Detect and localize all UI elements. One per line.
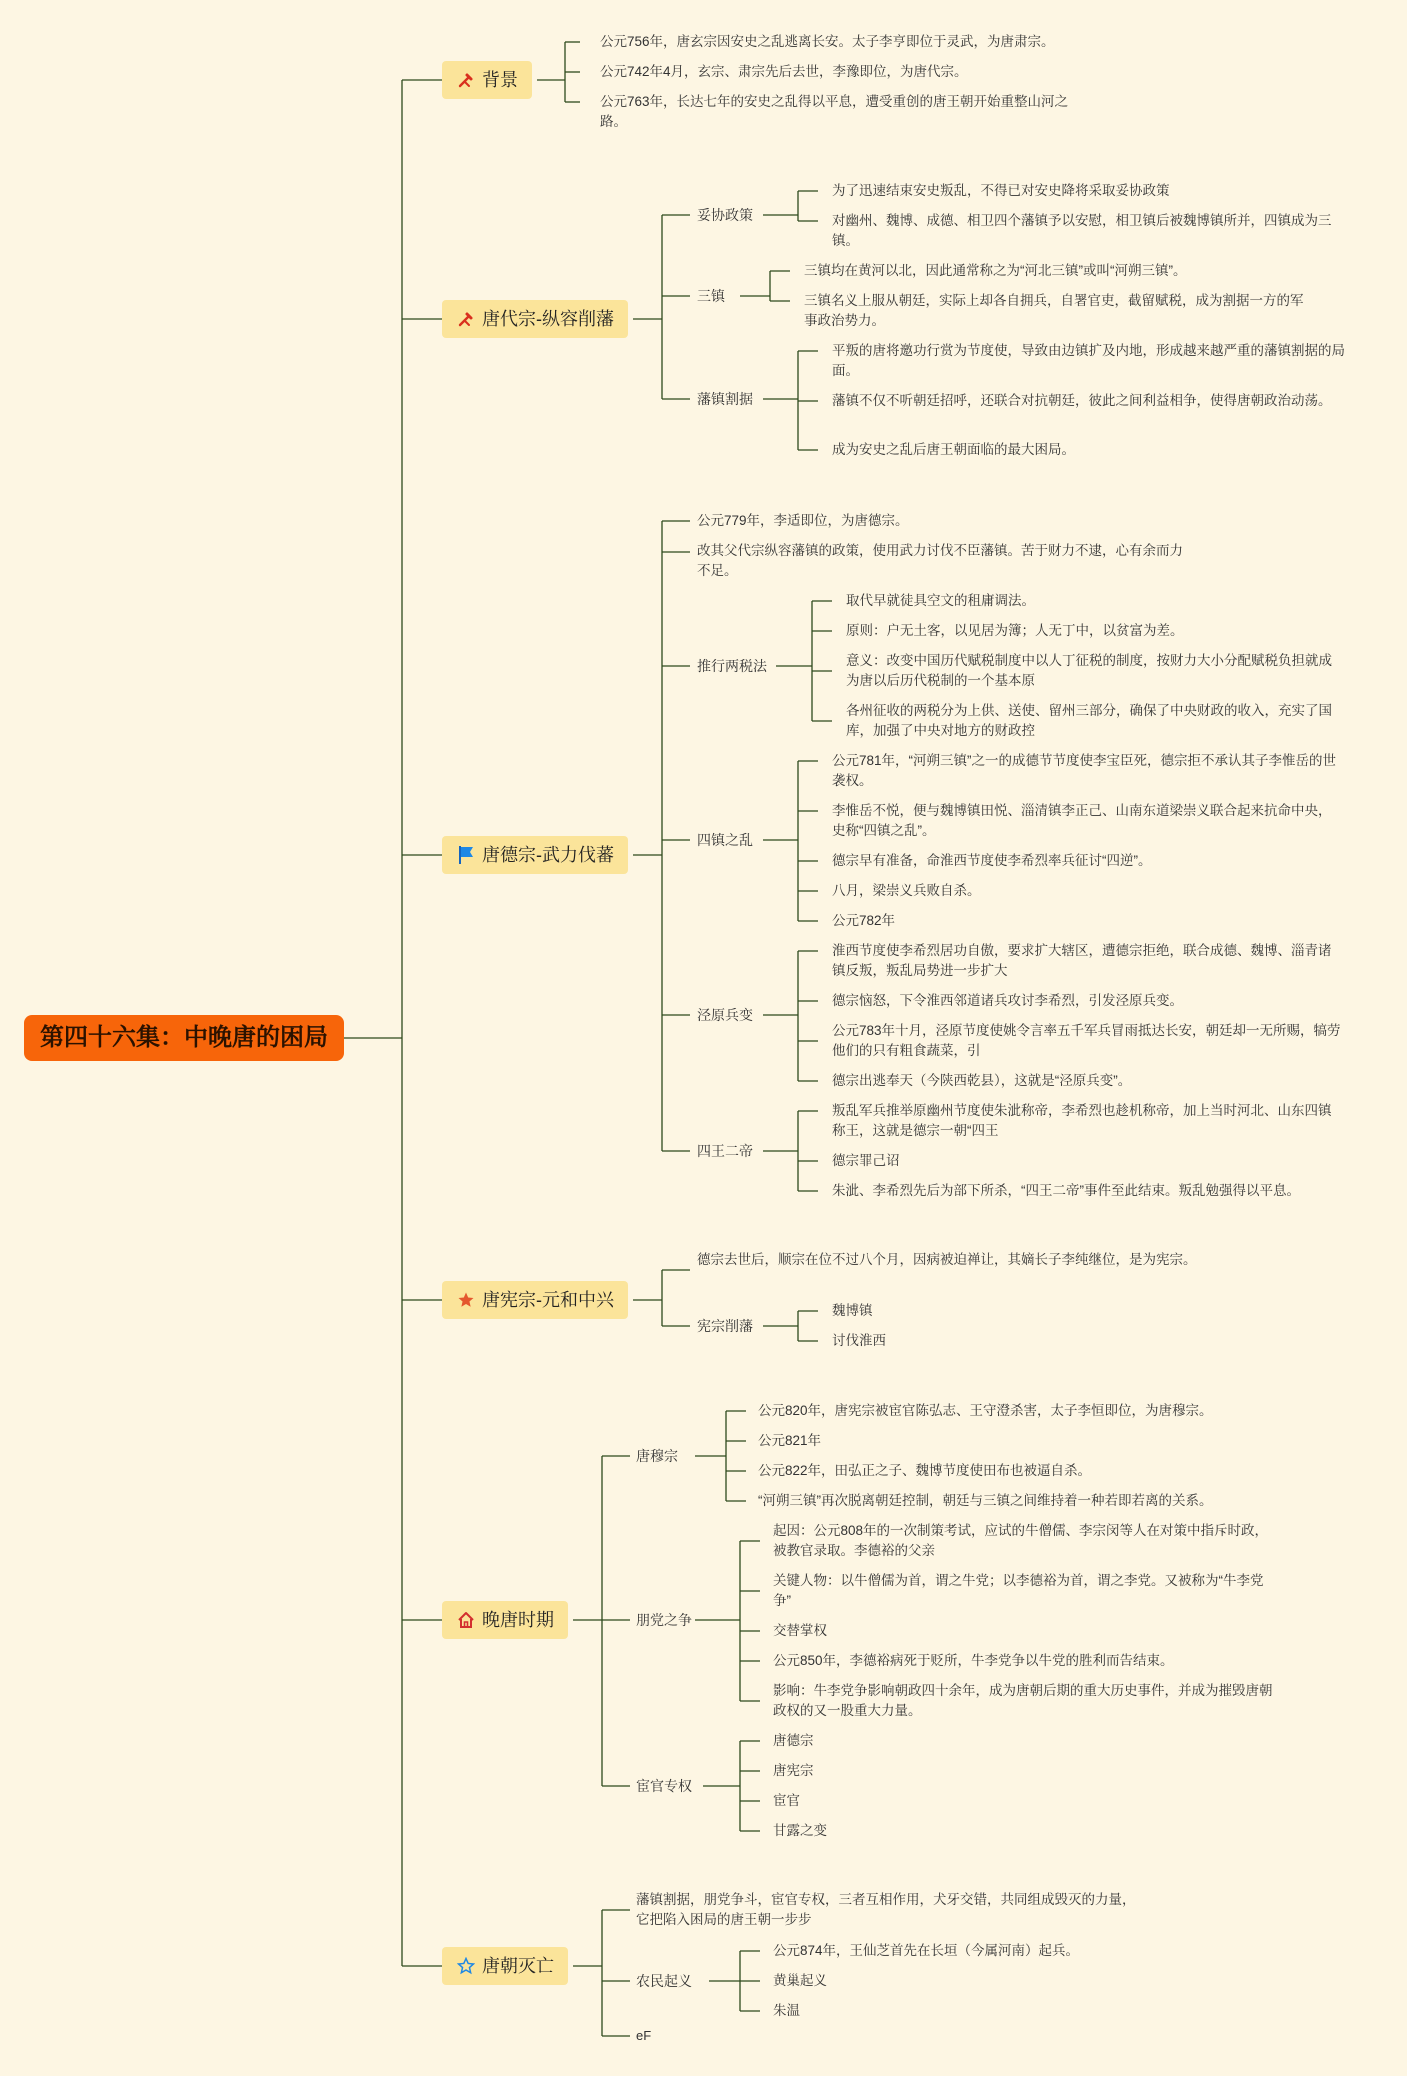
leaf-dz-6: 藩镇不仅不听朝廷招呼，还联合对抗朝廷，彼此之间利益相争，使得唐朝政治动荡。 <box>832 393 1332 408</box>
leaf-hg-4: 甘露之变 <box>773 1823 827 1838</box>
leaf-pd-1: 起因：公元808年的一次制策考试，应试的牛僧儒、李宗闵等人在对策中指斥时政，被教官录取。李德裕的父亲 <box>773 1523 1269 1558</box>
section-title: 背景 <box>482 70 518 90</box>
section-background[interactable] <box>442 61 532 99</box>
leaf-sw-1: 叛乱军兵推举原幽州节度使朱泚称帝，李希烈也趁机称帝，加上当时河北、山东四镇称王，这就是德宗一朝“四王 <box>832 1103 1332 1138</box>
section-title: 唐代宗-纵容削藩 <box>482 309 614 329</box>
leaf-sz-5: 公元782年 <box>832 913 896 928</box>
star-icon <box>455 1281 477 1319</box>
group-nongmin[interactable]: 农民起义 <box>636 1973 692 1989</box>
group-sizhen[interactable]: 四镇之乱 <box>697 832 753 848</box>
leaf-lsf-2: 原则：户无土客，以见居为簿；人无丁中，以贫富为差。 <box>846 623 1184 638</box>
group-fanzhen[interactable]: 藩镇割据 <box>697 391 753 407</box>
leaf-lsf-1: 取代早就徒具空文的租庸调法。 <box>846 593 1035 608</box>
leaf-xz-item-1: 德宗去世后，顺宗在位不过八个月，因病被迫禅让，其嫡长子李纯继位，是为宪宗。 <box>697 1252 1197 1267</box>
crossed-tools-icon <box>455 300 477 338</box>
leaf-sw-3: 朱泚、李希烈先后为部下所杀，“四王二帝”事件至此结束。叛乱勉强得以平息。 <box>832 1183 1300 1198</box>
leaf-bg-2: 公元742年4月，玄宗、肃宗先后去世，李豫即位，为唐代宗。 <box>600 64 968 79</box>
group-liangshuifa[interactable]: 推行两税法 <box>697 658 767 674</box>
leaf-dz-1: 为了迅速结束安史叛乱，不得已对安史降将采取妥协政策 <box>832 183 1170 198</box>
leaf-jy-4: 德宗出逃奉天（今陕西乾县），这就是“泾原兵变”。 <box>832 1073 1132 1088</box>
leaf-mz-3: 公元822年，田弘正之子、魏博节度使田布也被逼自杀。 <box>758 1463 1092 1478</box>
leaf-pd-4: 公元850年，李德裕病死于贬所，牛李党争以牛党的胜利而告结束。 <box>773 1653 1174 1668</box>
leaf-jy-2: 德宗恼怒，下令淮西邻道诸兵攻讨李希烈，引发泾原兵变。 <box>832 993 1183 1008</box>
leaf-dz-7: 成为安史之乱后唐王朝面临的最大困局。 <box>832 442 1075 457</box>
section-late-tang[interactable] <box>442 1601 568 1639</box>
leaf-sw-2: 德宗罪己诏 <box>832 1153 900 1168</box>
leaf-pd-2: 关键人物：以牛僧儒为首，谓之牛党；以李德裕为首，谓之李党。又被称为“牛李党争” <box>773 1573 1264 1608</box>
house-icon <box>455 1601 477 1639</box>
leaf-mz-2: 公元821年 <box>758 1433 822 1448</box>
section-title: 唐宪宗-元和中兴 <box>482 1290 614 1310</box>
group-muzong[interactable]: 唐穆宗 <box>636 1448 678 1464</box>
crossed-tools-icon <box>455 61 477 99</box>
star-outline-icon <box>455 1947 477 1985</box>
leaf-sz-4: 八月，梁崇义兵败自杀。 <box>832 883 981 898</box>
leaf-xz-2: 讨伐淮西 <box>832 1333 886 1348</box>
leaf-mz-4: “河朔三镇”再次脱离朝廷控制，朝廷与三镇之间维持着一种若即若离的关系。 <box>758 1493 1213 1508</box>
group-sanzhen[interactable]: 三镇 <box>697 288 725 304</box>
leaf-fall-item-1: 藩镇割据，朋党争斗，宦官专权，三者互相作用，犬牙交错，共同组成毁灭的力量，它把陷入困局的唐王朝一步步 <box>636 1892 1136 1927</box>
leaf-bg-1: 公元756年，唐玄宗因安史之乱逃离长安。太子李亨即位于灵武，为唐肃宗。 <box>600 34 1055 49</box>
section-title: 唐德宗-武力伐蕃 <box>482 845 614 865</box>
leaf-sz-2: 李惟岳不悦，便与魏博镇田悦、淄清镇李正己、山南东道梁崇义联合起来抗命中央，史称“四镇之乱”。 <box>832 803 1332 838</box>
section-title: 唐朝灭亡 <box>482 1956 554 1976</box>
section-dezong[interactable] <box>442 836 628 874</box>
leaf-dz-3: 三镇均在黄河以北，因此通常称之为“河北三镇”或叫“河朔三镇”。 <box>804 263 1187 278</box>
section-title: 晚唐时期 <box>482 1610 554 1630</box>
leaf-dez-item-1: 公元779年，李适即位，为唐德宗。 <box>697 513 909 528</box>
root-topic[interactable]: 第四十六集：中晚唐的困局 <box>24 1015 344 1061</box>
leaf-pd-5: 影响：牛李党争影响朝政四十余年，成为唐朝后期的重大历史事件，并成为摧毁唐朝政权的又一股重大力量。 <box>773 1683 1273 1718</box>
leaf-dz-2: 对幽州、魏博、成德、相卫四个藩镇予以安慰，相卫镇后被魏博镇所并，四镇成为三镇。 <box>832 213 1332 248</box>
leaf-sz-1: 公元781年，“河朔三镇”之一的成德节节度使李宝臣死，德宗拒不承认其子李惟岳的世袭权。 <box>832 753 1337 788</box>
leaf-lsf-3: 意义：改变中国历代赋税制度中以人丁征税的制度，按财力大小分配赋税负担就成为唐以后历代税制的一个基本原 <box>846 653 1332 688</box>
leaf-nm-2: 黄巢起义 <box>773 1973 827 1988</box>
leaf-jy-3: 公元783年十月，泾原节度使姚令言率五千军兵冒雨抵达长安，朝廷却一无所赐，犒劳他们的只有粗食蔬菜，引 <box>832 1023 1341 1058</box>
leaf-nm-3: 朱温 <box>773 2003 800 2018</box>
tail-node[interactable]: eF <box>636 2028 652 2043</box>
flag-icon <box>455 836 477 874</box>
leaf-sz-3: 德宗早有准备，命淮西节度使李希烈率兵征讨“四逆”。 <box>832 853 1152 868</box>
leaf-dz-5: 平叛的唐将邀功行赏为节度使，导致由边镇扩及内地，形成越来越严重的藩镇割据的局面。 <box>832 343 1345 378</box>
leaf-hg-2: 唐宪宗 <box>773 1763 814 1778</box>
leaf-hg-1: 唐德宗 <box>773 1733 814 1748</box>
leaf-lsf-4: 各州征收的两税分为上供、送使、留州三部分，确保了中央财政的收入，充实了国库，加强了中央对地方的财政控 <box>846 703 1332 738</box>
leaf-pd-3: 交替掌权 <box>773 1623 827 1638</box>
group-xianzong-xuefan[interactable]: 宪宗削藩 <box>697 1318 753 1334</box>
leaf-dez-item-2: 改其父代宗纵容藩镇的政策，使用武力讨伐不臣藩镇。苦于财力不逮，心有余而力不足。 <box>697 543 1183 578</box>
leaf-nm-1: 公元874年，王仙芝首先在长垣（今属河南）起兵。 <box>773 1943 1080 1958</box>
leaf-xz-1: 魏博镇 <box>832 1303 873 1318</box>
group-tuoxie[interactable]: 妥协政策 <box>697 207 753 223</box>
section-fall-of-tang[interactable] <box>442 1947 568 1985</box>
leaf-mz-1: 公元820年，唐宪宗被宦官陈弘志、王守澄杀害，太子李恒即位，为唐穆宗。 <box>758 1403 1213 1418</box>
leaf-hg-3: 宦官 <box>773 1793 800 1808</box>
group-pengdang[interactable]: 朋党之争 <box>636 1612 692 1628</box>
section-xianzong[interactable] <box>442 1281 628 1319</box>
group-huanguan[interactable]: 宦官专权 <box>636 1778 692 1794</box>
leaf-dz-4: 三镇名义上服从朝廷，实际上却各自拥兵，自署官吏，截留赋税，成为割据一方的军事政治势力。 <box>804 293 1304 328</box>
group-siwang[interactable]: 四王二帝 <box>697 1143 753 1159</box>
section-daizong[interactable] <box>442 300 628 338</box>
leaf-bg-3: 公元763年，长达七年的安史之乱得以平息，遭受重创的唐王朝开始重整山河之路。 <box>600 94 1069 129</box>
group-jingyuan[interactable]: 泾原兵变 <box>697 1007 753 1023</box>
leaf-jy-1: 淮西节度使李希烈居功自傲，要求扩大辖区，遭德宗拒绝，联合成德、魏博、淄青诸镇反叛，叛乱局势进一步扩大 <box>832 943 1332 978</box>
